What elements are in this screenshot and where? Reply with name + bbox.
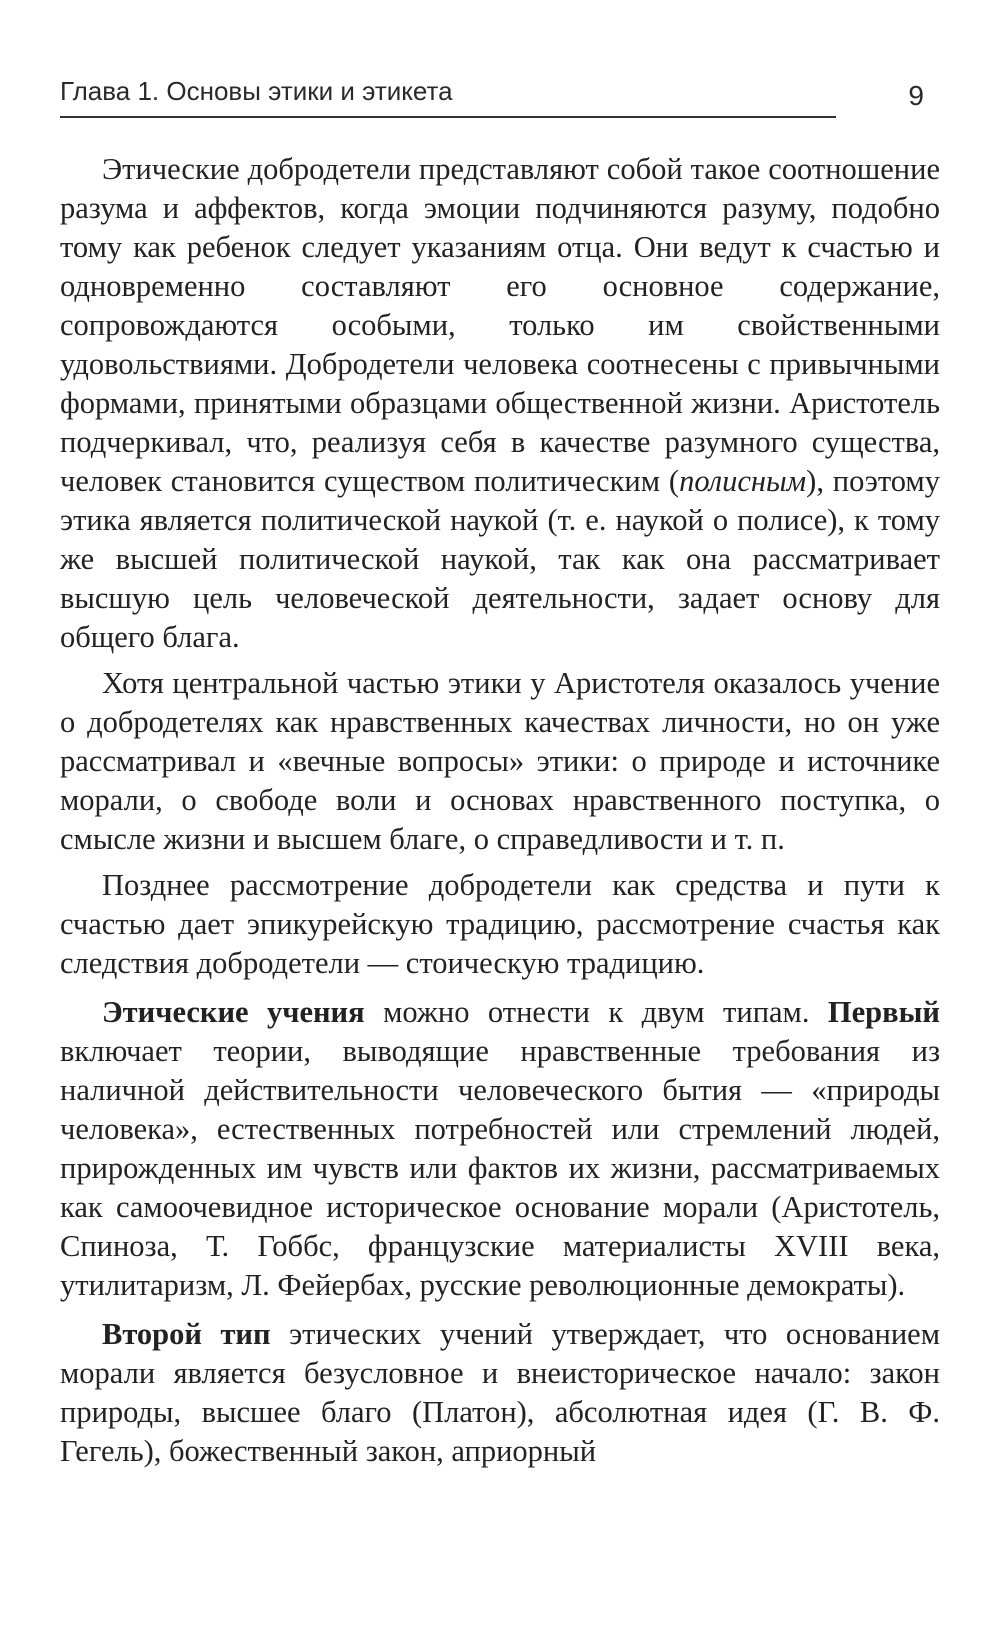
paragraph-text: можно отнести к двум типам. bbox=[364, 995, 828, 1029]
page-number: 9 bbox=[908, 80, 924, 111]
running-head bbox=[60, 76, 940, 120]
paragraph-second-type bbox=[60, 1315, 940, 1471]
paragraph-text: Позднее рассмотрение добродетели как средства и пути к счастью дает эпикурейскую традицию, рассмотрение счастья как следствия добродетели — стоическую традицию. bbox=[60, 868, 940, 980]
paragraph-virtues bbox=[60, 150, 940, 657]
paragraph-aristotle bbox=[60, 664, 940, 859]
chapter-title: Глава 1. Основы этики и этикета bbox=[60, 76, 453, 106]
paragraph-text: этических учений утверждает, что основанием морали является безусловное и внеисторическое начало: закон природы, высшее благо (Платон), абсолютная идея (Г. В. Ф. Гегель), божественный закон, априорный bbox=[60, 1317, 940, 1468]
italic-term: полисным bbox=[679, 464, 807, 498]
paragraph-text: ), поэтому этика является политической наукой (т. е. наукой о полисе), к тому же высшей политической наукой, так как она рассматривает высшую цель человеческой деятельности, задает основу для общего блага. bbox=[60, 464, 940, 654]
paragraph-first-type bbox=[60, 993, 940, 1305]
paragraph-text: Хотя центральной частью этики у Аристотеля оказалось учение о добродетелях как нравственных качествах личности, но он уже рассматривал и «вечные вопросы» этики: о природе и источнике морали, о свободе воли и основах нравственного поступка, о смысле жизни и высшем благе, о справедливости и т. п. bbox=[60, 666, 940, 856]
bold-term: Этические учения bbox=[102, 995, 365, 1029]
body-text bbox=[60, 150, 940, 1478]
paragraph-text: Этические добродетели представляют собой такое соотношение разума и аффектов, когда эмоции подчиняются разуму, подобно тому как ребенок следует указаниям отца. Они ведут к счастью и одновременно составляют его основное содержание, сопровождаются особыми, только им свойственными удовольствиями. Добродетели человека соотнесены с привычными формами, принятыми образцами общественной жизни. Аристотель подчеркивал, что, реализуя себя в качестве разумного существа, человек становится существом политическим ( bbox=[60, 152, 940, 498]
header-rule bbox=[60, 116, 836, 118]
bold-term: Второй тип bbox=[102, 1317, 271, 1351]
paragraph-traditions bbox=[60, 866, 940, 983]
paragraph-text: включает теории, выводящие нравственные требования из наличной действительности человеческого бытия — «природы человека», естественных потребностей или стремлений людей, прирожденных им чувств или фактов их жизни, рассматриваемых как самоочевидное историческое основание морали (Аристотель, Спиноза, Т. Гоббс, французские материалисты XVIII века, утилитаризм, Л. Фейербах, русские революционные демократы). bbox=[60, 1034, 940, 1302]
bold-term: Первый bbox=[827, 995, 940, 1029]
